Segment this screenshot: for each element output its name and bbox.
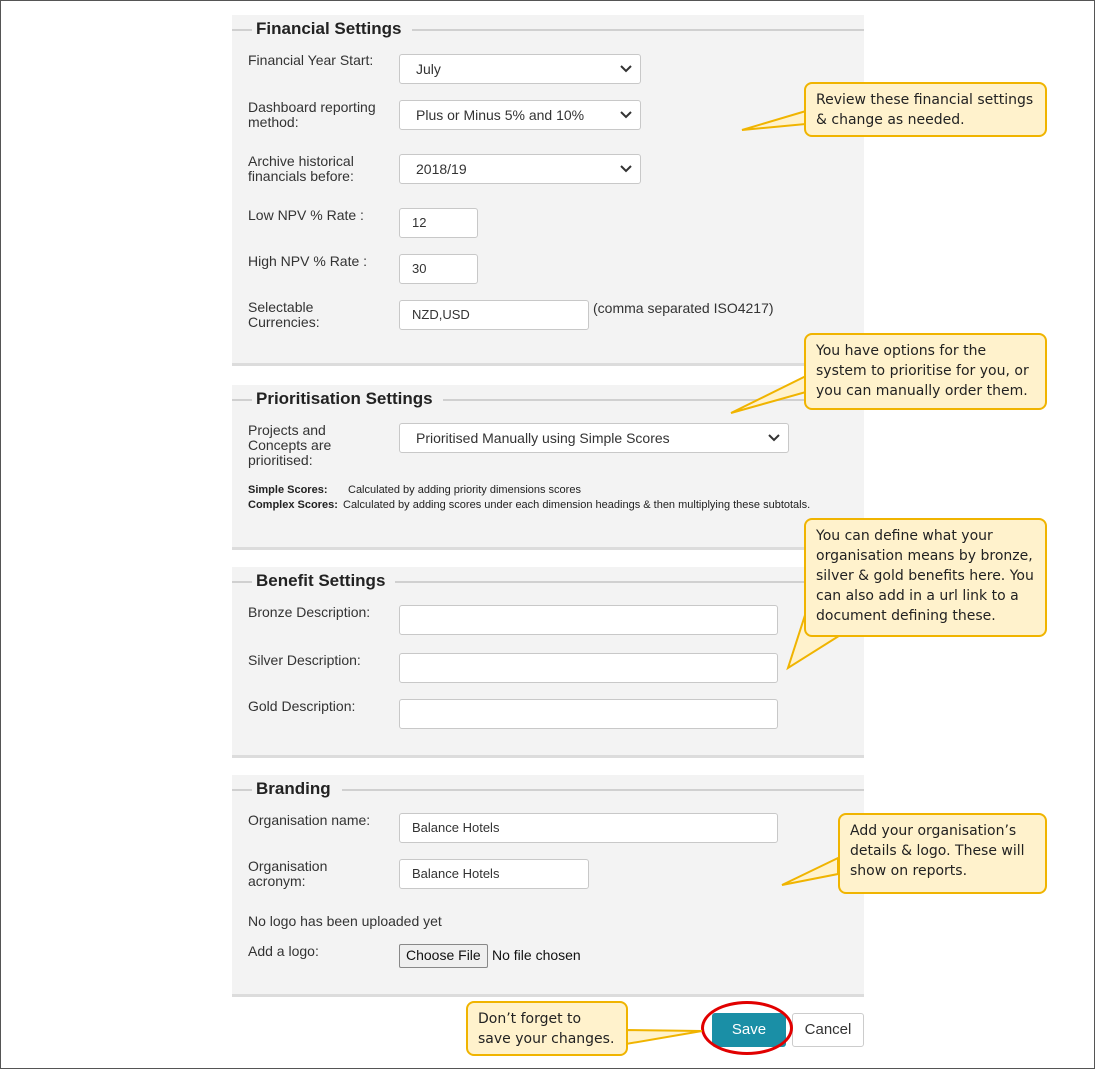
choose-file-button[interactable]: Choose File [399,944,488,968]
financial-callout: Review these financial settings & change as needed. [804,82,1047,137]
archive-financials-label: Archive historical financials before: [248,153,354,184]
low-npv-input[interactable]: 12 [399,208,478,238]
organisation-name-label: Organisation name: [248,812,371,828]
add-logo-label: Add a logo: [248,943,319,959]
branding-title: Branding [256,779,341,799]
prioritisation-settings-title: Prioritisation Settings [256,389,443,409]
complex-scores-desc: Calculated by adding scores under each dimension headings & then multiplying these subtotals. [343,499,811,511]
low-npv-label: Low NPV % Rate : [248,207,364,223]
organisation-acronym-label: Organisation acronym: [248,858,328,889]
financial-year-start-label: Financial Year Start: [248,52,374,68]
prioritisation-callout: You have options for the system to prioritise for you, or you can manually order them. [804,333,1047,410]
save-callout: Don’t forget to save your changes. [466,1001,628,1056]
high-npv-input[interactable]: 30 [399,254,478,284]
dashboard-reporting-value: Plus or Minus 5% and 10% [416,107,585,123]
benefit-callout: You can define what your organisation means by bronze, silver & gold benefits here. You can also add in a url link to a document defining these. [804,518,1047,637]
save-button[interactable]: Save [712,1013,786,1047]
bronze-description-label: Bronze Description: [248,604,371,620]
cancel-button[interactable]: Cancel [792,1013,864,1047]
currencies-hint: (comma separated ISO4217) [593,300,774,316]
high-npv-label: High NPV % Rate : [248,253,368,269]
selectable-currencies-label: Selectable Currencies: [248,299,320,330]
financial-year-start-value: July [416,61,441,77]
silver-description-label: Silver Description: [248,652,361,668]
simple-scores-term: Simple Scores: [248,484,328,496]
archive-financials-value: 2018/19 [416,161,467,177]
prioritisation-method-label: Projects and Concepts are prioritised: [248,422,332,468]
organisation-acronym-input[interactable]: Balance Hotels [399,859,589,889]
gold-description-label: Gold Description: [248,698,356,714]
organisation-name-input[interactable]: Balance Hotels [399,813,778,843]
no-file-chosen-text: No file chosen [492,947,581,963]
benefit-settings-title: Benefit Settings [256,571,395,591]
branding-callout: Add your organisation’s details & logo. These will show on reports. [838,813,1047,894]
no-logo-text: No logo has been uploaded yet [248,913,442,929]
complex-scores-term: Complex Scores: [248,499,338,511]
financial-settings-title: Financial Settings [256,19,411,39]
simple-scores-desc: Calculated by adding priority dimensions scores [348,484,581,496]
selectable-currencies-input[interactable]: NZD,USD [399,300,589,330]
prioritisation-method-value: Prioritised Manually using Simple Scores [416,430,670,446]
dashboard-reporting-label: Dashboard reporting method: [248,99,376,130]
